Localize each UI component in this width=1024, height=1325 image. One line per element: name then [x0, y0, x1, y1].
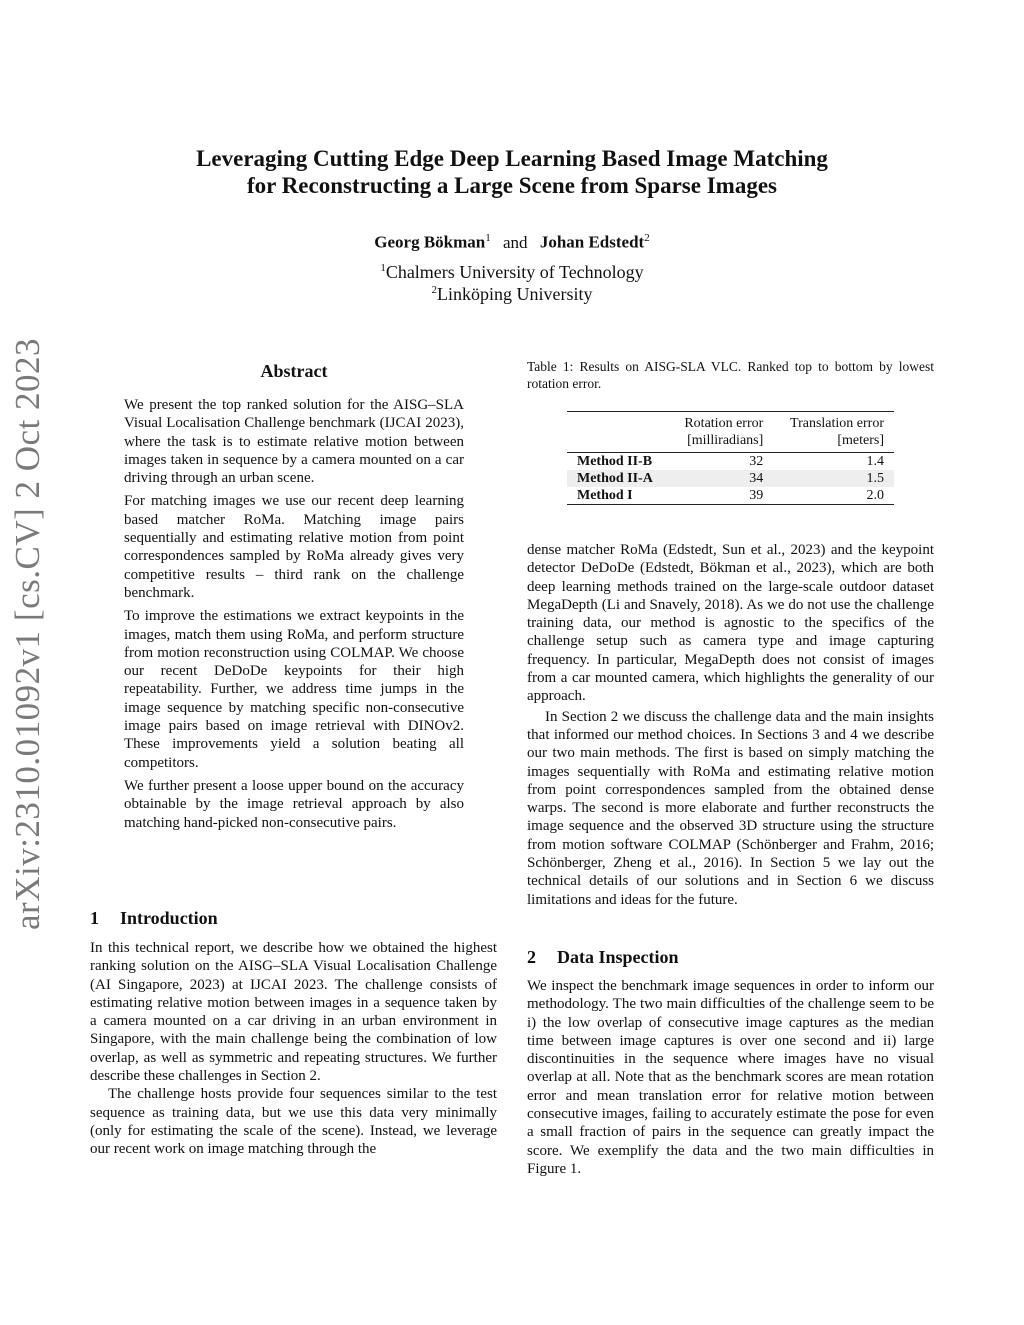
section-number: 1: [90, 908, 99, 928]
abstract-body: [124, 396, 464, 837]
data-inspection-body: [527, 977, 934, 1178]
affiliation-name: Chalmers University of Technology: [385, 262, 644, 282]
author-name: Johan Edstedt: [539, 232, 645, 252]
header-line: Translation error: [790, 416, 884, 431]
author-name: Georg Bökman: [374, 232, 486, 252]
translation-cell: 1.4: [866, 454, 884, 469]
abstract-paragraph: For matching images we use our recent deep learning based matcher RoMa. Matching image pairs sequentially and estimating relative motion from point correspondences sampled by RoMa already gives very competitive results – third rank on the challenge benchmark.: [124, 493, 464, 601]
section-title: Introduction: [120, 908, 218, 928]
table-caption: Table 1: Results on AISG-SLA VLC. Ranked top to bottom by lowest rotation error.: [527, 359, 934, 391]
abstract-paragraph: We further present a loose upper bound on the accuracy obtainable by the image retrieval approach by also matching hand-picked non-consecutive pairs.: [124, 777, 464, 831]
introduction-body: [90, 939, 497, 1159]
affiliation: [150, 284, 874, 305]
rotation-cell: 39: [749, 488, 764, 503]
title-line: Leveraging Cutting Edge Deep Learning Based Image Matching: [196, 146, 828, 171]
affiliation-mark: 2: [644, 232, 650, 244]
affiliation-mark: 2: [431, 284, 437, 296]
table-row: [567, 470, 894, 487]
method-cell: Method II-B: [577, 454, 653, 469]
section-number: 2: [527, 947, 536, 967]
affiliation-mark: 1: [485, 232, 491, 244]
abstract-heading: Abstract: [260, 361, 328, 381]
header-line: Rotation error: [684, 416, 764, 431]
title-line: for Reconstructing a Large Scene from Sparse Images: [247, 173, 777, 198]
abstract-paragraph: To improve the estimations we extract keypoints in the images, match them using RoMa, and perform structure from motion reconstruction using COLMAP. We choose our recent DeDoDe keypoints for their high repeatability. Further, we address time jumps in the image sequence by matching specific non-consecutive image pairs based on image retrieval with DINOv2. These improvements yield a solution beating all competitors.: [124, 608, 464, 771]
body-paragraph: dense matcher RoMa (Edstedt, Sun et al., 2023) and the keypoint detector DeDoDe (Edstedt, Bökman et al., 2023), which are both deep learning methods trained on the large-scale outdoor dataset MegaDepth (Li and Snavely, 2018). As we do not use the challenge training data, our method is agnostic to the specifics of the challenge setup such as camera type and image capturing frequency. In particular, MegaDepth does not consist of images from a car mounted camera, which highlights the generality of our approach.: [527, 542, 934, 705]
section-title: Data Inspection: [557, 947, 679, 967]
body-paragraph: In this technical report, we describe how we obtained the highest ranking solution on the AISG–SLA Visual Localisation Challenge (AI Singapore, 2023) at IJCAI 2023. The challenge consists of estimating relative motion between images in a sequence taken by a camera mounted on a car driving in an urban environment in Singapore, with the main challenge being the combination of low overlap, as well as symmetric and repeating structures. We further describe these challenges in Section 2.: [90, 940, 497, 1085]
table-header-row: [567, 412, 894, 453]
abstract-paragraph: We present the top ranked solution for the AISG–SLA Visual Localisation Challenge benchmark (IJCAI 2023), where the task is to estimate relative motion between images taken in sequence by a camera mounted on a car driving through an urban scene.: [124, 397, 464, 487]
body-paragraph: The challenge hosts provide four sequences similar to the test sequence as training data, but we use this data very minimally (only for estimating the scale of the scene). Instead, we leverage our recent work on image matching through the: [90, 1086, 497, 1158]
affiliation-mark: 1: [380, 262, 386, 274]
body-paragraph: We inspect the benchmark image sequences in order to inform our methodology. The two main difficulties of the challenge seem to be i) the low overlap of consecutive image captures as the median time between image captures is over one second and ii) large discontinuities in the sequence where images have no visual overlap at all. Note that as the benchmark scores are mean rotation error and mean translation error for relative motion between consecutive images, failing to accurately estimate the pose for even a small fraction of pairs in the sequence can greatly impact the score. We exemplify the data and the two main difficulties in Figure 1.: [527, 978, 934, 1177]
section-heading-data-inspection: [527, 947, 679, 968]
method-cell: Method II-A: [567, 470, 669, 487]
right-column-body: [527, 541, 934, 909]
rotation-cell: 34: [669, 470, 774, 487]
section-heading-introduction: [90, 908, 218, 929]
body-paragraph: In Section 2 we discuss the challenge data and the main insights that informed our method choices. In Sections 3 and 4 we describe our two main methods. The first is based on simply matching the images sequentially with RoMa and estimating relative motion from point correspondences sampled from the obtained dense warps. The second is more elaborate and further reconstructs the image sequence and the observed 3D structure using the structure from motion software COLMAP (Schönberger and Frahm, 2016; Schönberger, Zheng et al., 2016). In Section 5 we lay out the technical details of our solutions and in Section 6 we discuss limitations and ideas for the future.: [527, 708, 934, 908]
header-method: [567, 412, 669, 453]
arxiv-side-stamp: arXiv:2310.01092v1 [cs.CV] 2 Oct 2023: [8, 337, 47, 930]
method-cell: Method I: [577, 488, 633, 503]
header-line: [milliradians]: [687, 433, 764, 448]
results-table: [567, 411, 894, 505]
header-rotation-error: [669, 412, 774, 453]
author-separator: and: [503, 232, 528, 252]
affiliation-name: Linköping University: [437, 284, 593, 304]
translation-cell: 1.5: [773, 470, 894, 487]
header-translation-error: [773, 412, 894, 453]
header-line: [meters]: [837, 433, 884, 448]
paper-title: [150, 145, 874, 199]
author-list: [150, 232, 874, 253]
table-row: [567, 453, 894, 471]
table-row: [567, 487, 894, 505]
rotation-cell: 32: [749, 454, 764, 469]
translation-cell: 2.0: [866, 488, 884, 503]
affiliation: [150, 262, 874, 283]
